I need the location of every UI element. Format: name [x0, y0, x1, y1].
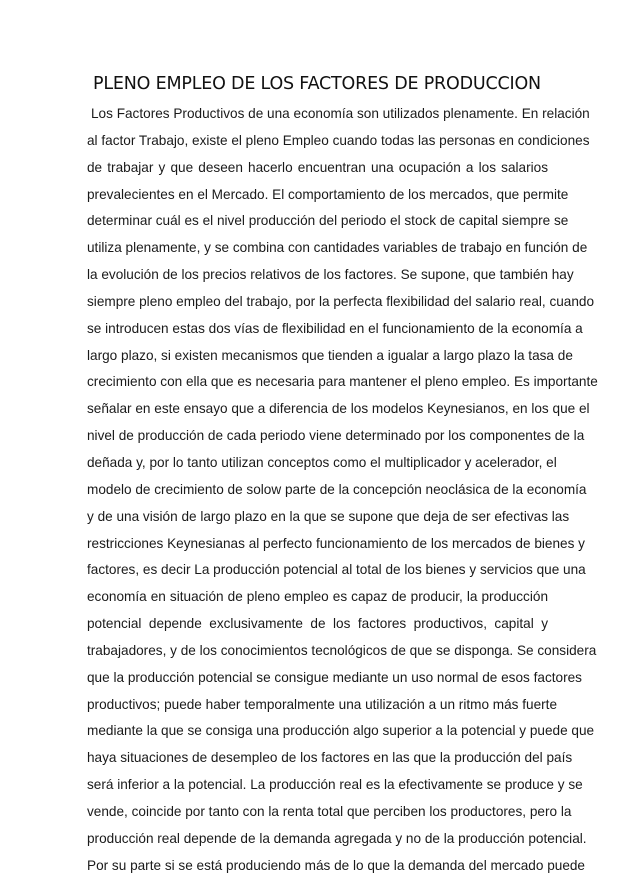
body-line: economía en situación de pleno empleo es capaz de producir, la producción — [87, 589, 548, 605]
body-line: restricciones Keynesianas al perfecto funcionamiento de los mercados de bienes y — [87, 535, 585, 551]
body-line: de trabajar y que deseen hacerlo encuentran una ocupación a los salarios — [87, 159, 548, 175]
body-line: determinar cuál es el nivel producción del periodo el stock de capital siempre se — [87, 213, 569, 229]
body-line: la evolución de los precios relativos de los factores. Se supone, que también hay — [87, 267, 574, 283]
body-line: al factor Trabajo, existe el pleno Empleo cuando todas las personas en condiciones — [87, 132, 590, 148]
body-line: se introducen estas dos vías de flexibilidad en el funcionamiento de la economía a — [87, 320, 583, 336]
body-line: nivel de producción de cada periodo viene determinado por los componentes de la — [87, 428, 585, 444]
body-line: crecimiento con ella que es necesaria para mantener el pleno empleo. Es importante — [87, 374, 598, 390]
body-line: largo plazo, si existen mecanismos que tienden a igualar a largo plazo la tasa de — [87, 347, 573, 363]
body-line: y de una visión de largo plazo en la que se supone que deja de ser efectivas las — [87, 508, 570, 524]
body-line: Por su parte si se está produciendo más de lo que la demanda del mercado puede — [87, 857, 585, 873]
body-line: señalar en este ensayo que a diferencia de los modelos Keynesianos, en los que el — [87, 401, 590, 417]
body-line: que la producción potencial se consigue mediante un uso normal de esos factores — [87, 669, 582, 685]
body-line: vende, coincide por tanto con la renta total que perciben los productores, pero la — [87, 803, 572, 819]
body-line: trabajadores, y de los conocimientos tecnológicos de que se disponga. Se considera — [87, 642, 597, 658]
body-line: prevalecientes en el Mercado. El comportamiento de los mercados, que permite — [87, 186, 569, 202]
body-line: utiliza plenamente, y se combina con cantidades variables de trabajo en función de — [87, 240, 588, 256]
body-line: haya situaciones de desempleo de los factores en las que la producción del país — [87, 750, 573, 766]
body-line: será inferior a la potencial. La producción real es la efectivamente se produce y se — [87, 777, 583, 793]
body-line: siempre pleno empleo del trabajo, por la perfecta flexibilidad del salario real, cuando — [87, 293, 595, 309]
document-body — [87, 101, 598, 879]
body-line: deñada y, por lo tanto utilizan conceptos como el multiplicador y acelerador, el — [87, 454, 557, 470]
body-line: mediante la que se consiga una producción algo superior a la potencial y puede que — [87, 723, 595, 739]
body-line: producción real depende de la demanda agregada y no de la producción potencial. — [87, 830, 587, 846]
body-line: Los Factores Productivos de una economía son utilizados plenamente. En relación — [91, 106, 590, 121]
body-line: modelo de crecimiento de solow parte de la concepción neoclásica de la economía — [87, 481, 587, 497]
body-line: potencial depende exclusivamente de los factores productivos, capital y — [87, 616, 548, 632]
body-line: productivos; puede haber temporalmente una utilización a un ritmo más fuerte — [87, 696, 557, 712]
document-title: PLENO EMPLEO DE LOS FACTORES DE PRODUCCION — [93, 74, 541, 94]
body-line: factores, es decir La producción potencial al total de los bienes y servicios que una — [87, 562, 586, 578]
